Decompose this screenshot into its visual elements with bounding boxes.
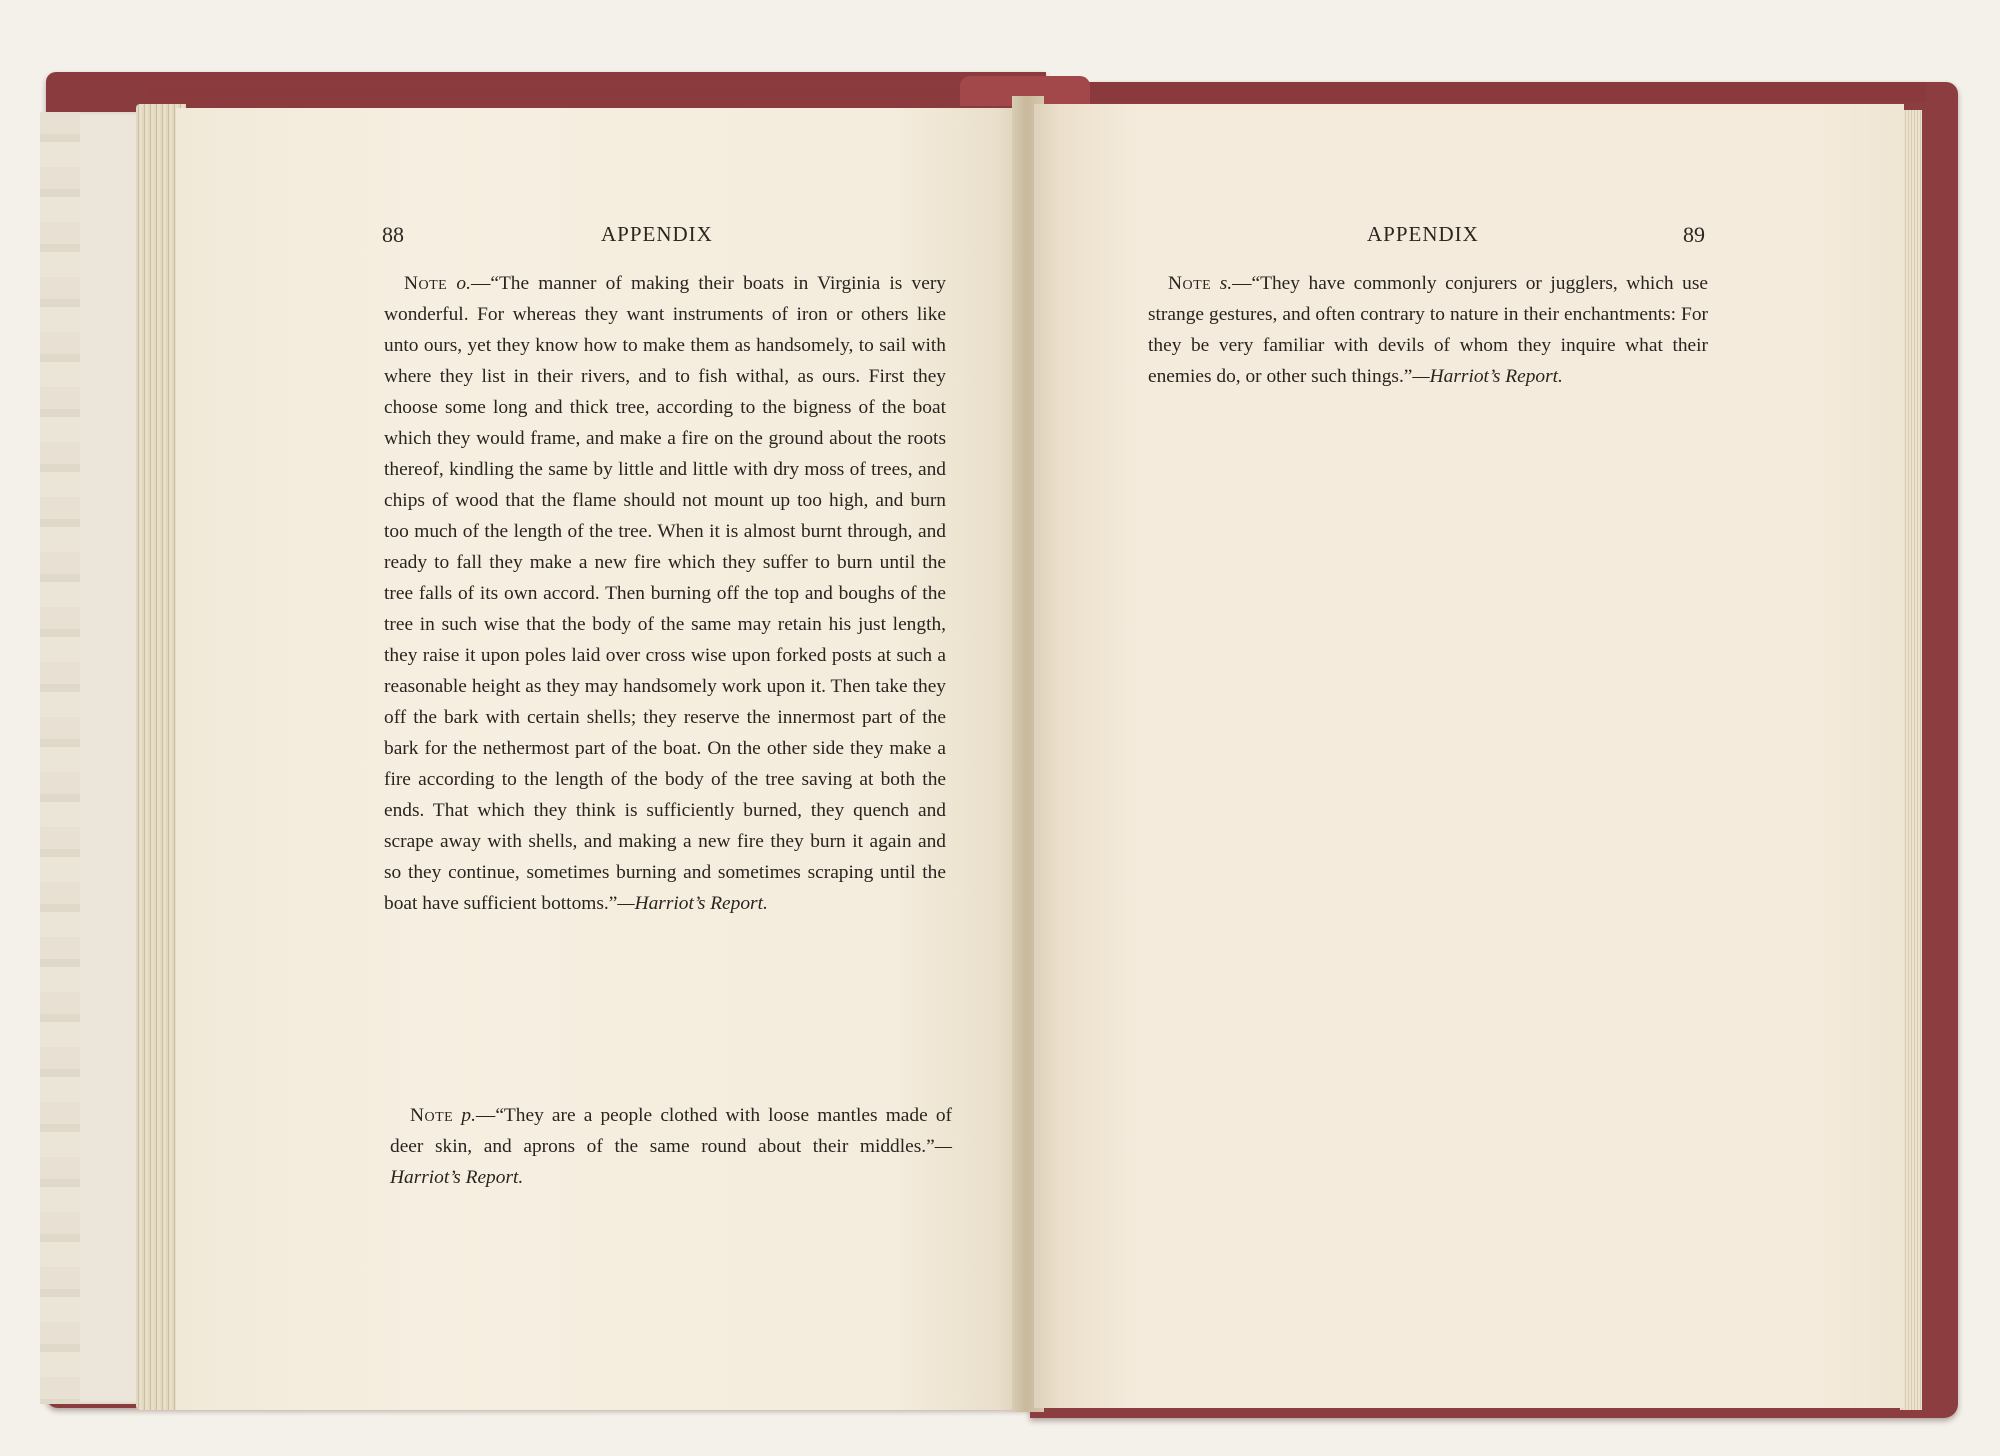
- note-text: —“They are a people clothed with loose mantles made of deer skin, and aprons of the same round about their middles.”: [390, 1105, 952, 1157]
- note-text: —“They have commonly conjurers or jugglers, which use strange gestures, and often contrary to nature in their enchantments: For they be very familiar with devils of whom they inquire what their enemies do, or other such things.”: [1148, 273, 1708, 387]
- note-letter: s.: [1219, 273, 1233, 294]
- note-letter: o.: [456, 273, 471, 294]
- right-page-number: 89: [1683, 222, 1705, 247]
- note-label: Note: [404, 273, 448, 294]
- note-letter: p.: [461, 1105, 476, 1126]
- note-p: [390, 1100, 952, 1193]
- right-running-head: APPENDIX: [1367, 222, 1479, 246]
- note-source: —Harriot’s Report.: [390, 1136, 952, 1188]
- note-o: [384, 268, 946, 919]
- note-source: —Harriot’s Report.: [617, 893, 768, 914]
- flyleaf-torn-edge: [40, 112, 80, 1404]
- note-text: —“The manner of making their boats in Virginia is very wonderful. For whereas they want instruments of iron or others like unto ours, yet they know how to make them as handsomely, to sail with where they list in their rivers, and to fish withal, as ours. First they choose some long and thick tree, according to the bigness of the boat which they would frame, and make a fire on the ground about the roots thereof, kindling the same by little and little with dry moss of trees, and chips of wood that the flame should not mount up too high, and burn too much of the length of the tree. When it is almost burnt through, and ready to fall they make a new fire which they suffer to burn until the tree falls of its own accord. Then burning off the top and boughs of the tree in such wise that the body of the same may retain his just length, they raise it upon poles laid over cross wise upon forked posts at such a reasonable height as they may handsomely work upon it. Then take they off the bark with certain shells; they reserve the innermost part of the bark for the nethermost part of the boat. On the other side they make a fire according to the length of the body of the tree saving at both the ends. That which they think is sufficiently burned, they quench and scrape away with shells, and making a new fire they burn it again and so they continue, sometimes burning and sometimes scraping until the boat have sufficient bottoms.”: [384, 273, 946, 914]
- note-s: [1148, 268, 1708, 392]
- left-page-number: 88: [382, 222, 404, 247]
- note-label: Note: [410, 1105, 454, 1126]
- note-label: Note: [1168, 273, 1212, 294]
- note-source: —Harriot’s Report.: [1412, 366, 1563, 387]
- left-running-head: APPENDIX: [601, 222, 713, 246]
